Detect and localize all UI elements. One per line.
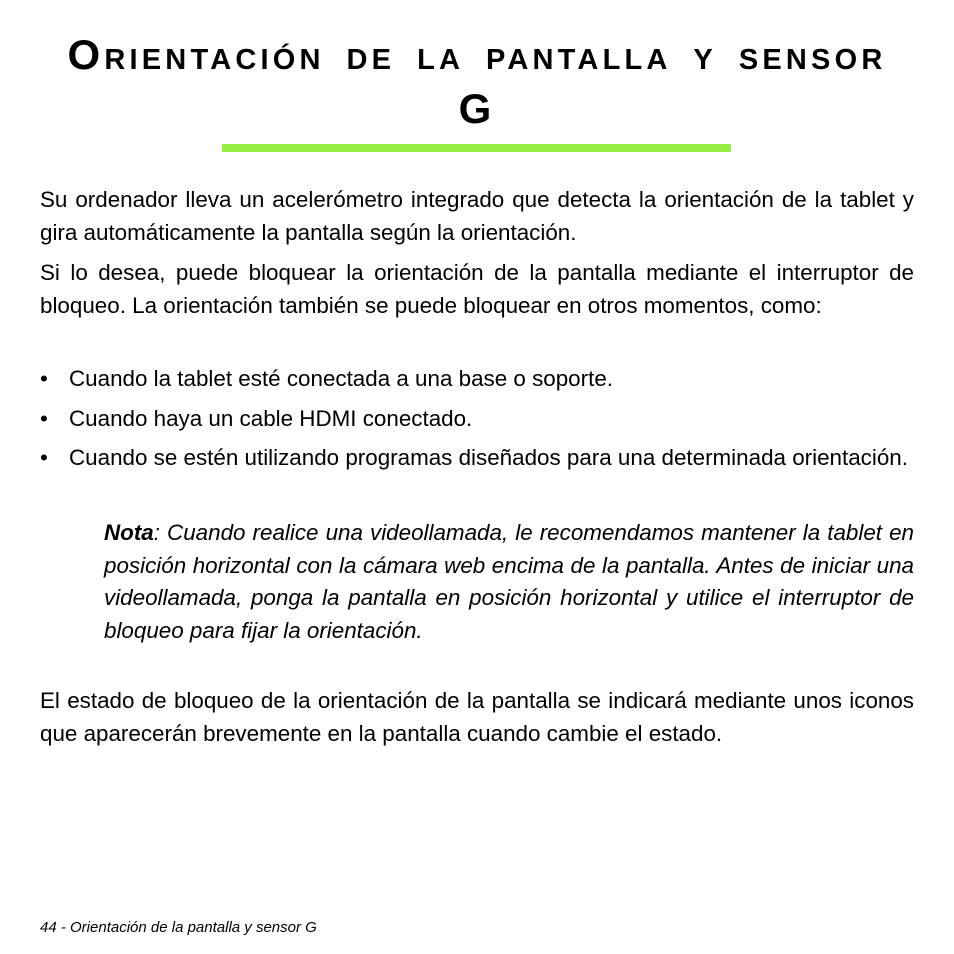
note-text: : Cuando realice una videollamada, le recomendamos mantener la tablet en posición horizontal con la cámara web encima de la pantalla. Antes de iniciar una videollamada, ponga la pantalla en posición horizontal y utilice el interruptor de bloqueo para fijar la orientación. [104,520,914,643]
list-item-text: Cuando la tablet esté conectada a una base o soporte. [69,366,613,391]
page-footer: 44 - Orientación de la pantalla y sensor G [40,919,317,936]
title-underline [222,144,731,152]
note-label: Nota [104,520,154,545]
bullet-marker: • [40,366,48,391]
note-block [104,517,914,647]
status-paragraph: El estado de bloqueo de la orientación de la pantalla se indicará mediante unos iconos que aparecerán brevemente en la pantalla cuando cambie el estado. [40,688,914,746]
list-item-text: Cuando haya un cable HDMI conectado. [69,405,473,431]
list-item-text: Cuando se estén utilizando programas diseñados para una determinada orientación. [69,445,908,470]
lock-paragraph: Si lo desea, puede bloquear la orientación de la pantalla mediante el interruptor de bloqueo. La orientación también se puede bloquear en otros momentos, como: [40,260,914,318]
bullet-marker: • [40,405,48,431]
bullet-list [40,363,914,482]
list-item [40,363,914,396]
intro-paragraph: Su ordenador lleva un acelerómetro integrado que detecta la orientación de la tablet y gira automáticamente la pantalla según la orientación. [40,187,914,245]
list-item [40,442,914,475]
page-title: Orientación de la pantalla y sensor G [67,31,887,132]
bullet-marker: • [40,445,48,470]
list-item [40,403,914,436]
